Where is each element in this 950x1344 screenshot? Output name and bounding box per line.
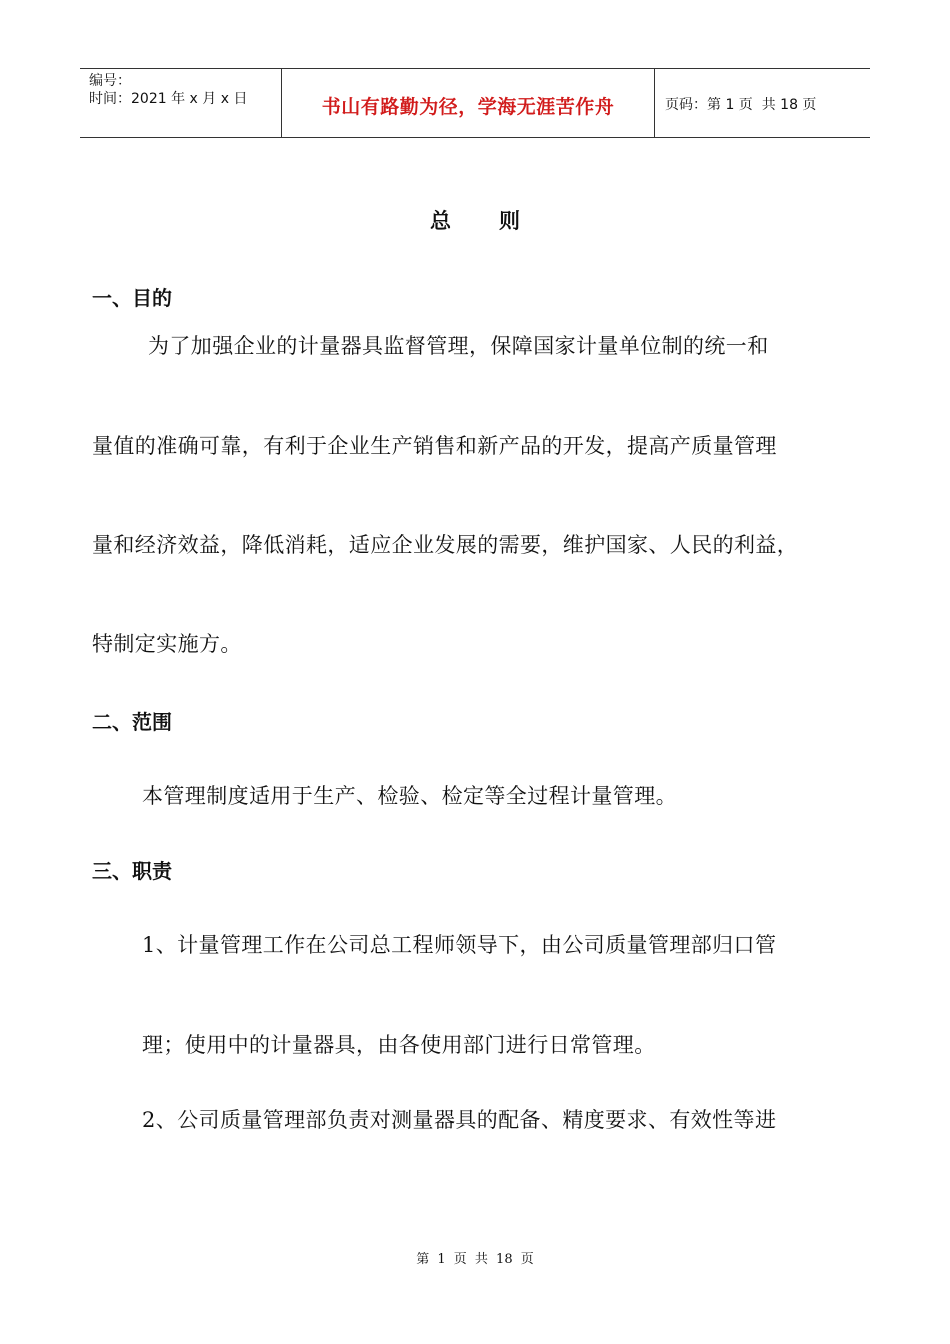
section-heading-scope: 二、范围 <box>92 710 172 734</box>
document-number-label: 编号： <box>89 73 131 89</box>
paragraph-line: 1、计量管理工作在公司总工程师领导下，由公司质量管理部归口管 <box>142 933 777 957</box>
header-motto: 书山有路勤为径，学海无涯苦作舟 <box>282 69 655 137</box>
paragraph-line: 2、公司质量管理部负责对测量器具的配备、精度要求、有效性等进 <box>142 1108 777 1132</box>
header-page-cell <box>655 69 870 137</box>
page-footer: 第 1 页 共 18 页 <box>416 1252 534 1267</box>
document-header <box>80 68 870 138</box>
paragraph-line: 本管理制度适用于生产、检验、检定等全过程计量管理。 <box>142 784 677 808</box>
header-meta-cell <box>80 69 282 137</box>
paragraph-line: 量值的准确可靠，有利于企业生产销售和新产品的开发，提高产质量管理 <box>92 434 777 458</box>
paragraph-line: 理；使用中的计量器具，由各使用部门进行日常管理。 <box>142 1033 656 1057</box>
header-page-info: 页码：第 1 页 共 18 页 <box>665 97 817 113</box>
section-heading-responsibilities: 三、职责 <box>92 859 172 883</box>
section-heading-purpose: 一、目的 <box>92 286 172 310</box>
paragraph-line: 特制定实施方。 <box>92 632 242 656</box>
paragraph-line: 量和经济效益，降低消耗，适应企业发展的需要，维护国家、人民的利益， <box>92 533 799 557</box>
document-date: 时间：2021 年 x 月 x 日 <box>89 91 248 107</box>
paragraph-line: 为了加强企业的计量器具监督管理，保障国家计量单位制的统一和 <box>148 334 769 358</box>
document-title: 总则 <box>430 209 568 233</box>
